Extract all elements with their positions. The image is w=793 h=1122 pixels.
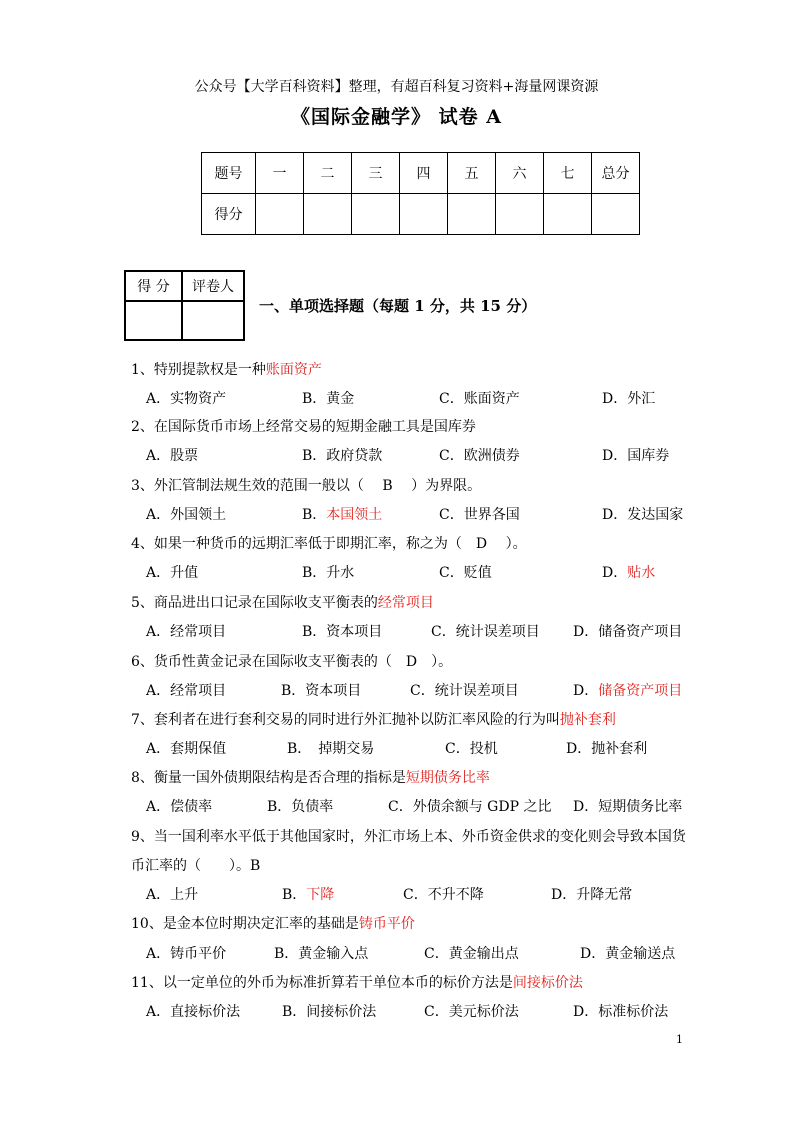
option-c: C．欧洲债券 <box>439 448 520 464</box>
score-table-col: 七 <box>544 153 592 194</box>
option-c: C．账面资产 <box>439 391 520 407</box>
option-d: D．储备资产项目 <box>573 624 683 640</box>
question-stem: 5、商品进出口记录在国际收支平衡表的经常项目 <box>131 595 434 611</box>
exam-title: 《国际金融学》 试卷 A <box>291 106 502 128</box>
question-stem: 9、当一国利率水平低于其他国家时，外汇市场上本、外币资金供求的变化则会导致本国货 <box>131 829 686 845</box>
option-a: A．直接标价法 <box>146 1004 241 1020</box>
option-c: C．黄金输出点 <box>424 946 519 962</box>
score-table-col: 二 <box>304 153 352 194</box>
option-b: B．下降 <box>282 887 335 903</box>
option-b: B．黄金输入点 <box>274 946 369 962</box>
score-cell <box>304 194 352 235</box>
grader-score-cell <box>125 301 182 340</box>
question-stem: 7、套利者在进行套利交易的同时进行外汇抛补以防汇率风险的行为叫抛补套利 <box>131 712 616 728</box>
option-b: B．负债率 <box>267 799 334 815</box>
score-table-header-label: 题号 <box>202 153 256 194</box>
option-c: C．外债余额与 GDP 之比 <box>388 799 552 815</box>
option-a: A．上升 <box>146 887 199 903</box>
answer-highlight: 抛补套利 <box>559 712 616 728</box>
option-b: B．本国领土 <box>302 507 383 523</box>
option-a: A．股票 <box>146 448 199 464</box>
score-table-col: 一 <box>256 153 304 194</box>
option-d: D．短期债务比率 <box>573 799 683 815</box>
page-number: 1 <box>676 1033 683 1046</box>
question-stem: 3、外汇管制法规生效的范围一般以（ B ）为界限。 <box>131 478 482 494</box>
option-a: A．经常项目 <box>146 683 227 699</box>
score-cell <box>496 194 544 235</box>
option-a: A．经常项目 <box>146 624 227 640</box>
answer-highlight: 储备资产项目 <box>598 683 683 699</box>
option-a: A．升值 <box>146 565 199 581</box>
option-b: B．升水 <box>302 565 355 581</box>
score-table-header-row <box>202 153 640 194</box>
score-cell <box>544 194 592 235</box>
option-b: B．资本项目 <box>302 624 383 640</box>
answer-highlight: 经常项目 <box>377 595 434 611</box>
grader-label: 评卷人 <box>182 271 244 301</box>
question-stem: 2、在国际货币市场上经常交易的短期金融工具是国库券 <box>131 419 476 435</box>
score-table-col: 六 <box>496 153 544 194</box>
option-d: D．外汇 <box>602 391 656 407</box>
option-c: C．投机 <box>445 741 498 757</box>
answer-highlight: 本国领土 <box>326 507 383 523</box>
option-c: C．统计误差项目 <box>410 683 519 699</box>
answer-highlight: 下降 <box>306 887 335 903</box>
question-stem: 11、以一定单位的外币为标准折算若干单位本币的标价方法是间接标价法 <box>131 975 583 991</box>
option-d: D．国库券 <box>602 448 670 464</box>
score-table-col: 四 <box>400 153 448 194</box>
score-table-score-label: 得分 <box>202 194 256 235</box>
score-table-score-row <box>202 194 640 235</box>
score-table-col: 五 <box>448 153 496 194</box>
option-d: D．发达国家 <box>602 507 684 523</box>
option-a: A．铸币平价 <box>146 946 227 962</box>
grader-box <box>124 270 245 341</box>
answer-highlight: 账面资产 <box>265 362 322 378</box>
option-d: D．标准标价法 <box>573 1004 669 1020</box>
option-d: D．贴水 <box>602 565 656 581</box>
option-c: C．美元标价法 <box>424 1004 519 1020</box>
answer-highlight: 铸币平价 <box>358 916 415 932</box>
answer-highlight: 间接标价法 <box>512 975 583 991</box>
option-b: B．政府贷款 <box>302 448 383 464</box>
option-a: A．实物资产 <box>146 391 227 407</box>
option-d: D．黄金输送点 <box>580 946 676 962</box>
score-table <box>201 152 640 235</box>
answer-highlight: 贴水 <box>627 565 656 581</box>
question-stem: 8、衡量一国外债期限结构是否合理的指标是短期债务比率 <box>131 770 490 786</box>
grader-name-cell <box>182 301 244 340</box>
score-cell <box>400 194 448 235</box>
option-c: C．统计误差项目 <box>431 624 540 640</box>
score-cell <box>256 194 304 235</box>
question-stem: 1、特别提款权是一种账面资产 <box>131 362 322 378</box>
option-d: D．升降无常 <box>551 887 633 903</box>
grader-score-label: 得 分 <box>125 271 182 301</box>
option-a: A．偿债率 <box>146 799 213 815</box>
option-a: A．外国领土 <box>146 507 227 523</box>
question-stem: 10、是金本位时期决定汇率的基础是铸币平价 <box>131 916 415 932</box>
score-table-col: 总分 <box>592 153 640 194</box>
question-stem-cont: 币汇率的（ ）。B <box>131 858 261 874</box>
option-a: A．套期保值 <box>146 741 227 757</box>
option-c: C．世界各国 <box>439 507 520 523</box>
question-stem: 4、如果一种货币的远期汇率低于即期汇率，称之为（ D ）。 <box>131 536 527 552</box>
option-b: B．资本项目 <box>281 683 362 699</box>
score-table-col: 三 <box>352 153 400 194</box>
option-c: C．不升不降 <box>403 887 484 903</box>
option-b: B． 掉期交易 <box>287 741 375 757</box>
question-stem: 6、货币性黄金记录在国际收支平衡表的（ D ）。 <box>131 654 453 670</box>
score-cell <box>352 194 400 235</box>
score-cell <box>592 194 640 235</box>
header-note: 公众号【大学百科资料】整理，有超百科复习资料+海量网课资源 <box>194 79 599 95</box>
option-d: D．储备资产项目 <box>573 683 683 699</box>
option-b: B．间接标价法 <box>282 1004 377 1020</box>
score-cell <box>448 194 496 235</box>
option-b: B．黄金 <box>302 391 355 407</box>
option-c: C．贬值 <box>439 565 492 581</box>
answer-highlight: 短期债务比率 <box>405 770 490 786</box>
option-d: D．抛补套利 <box>566 741 648 757</box>
section-title: 一、单项选择题（每题 1 分，共 15 分） <box>259 297 537 315</box>
